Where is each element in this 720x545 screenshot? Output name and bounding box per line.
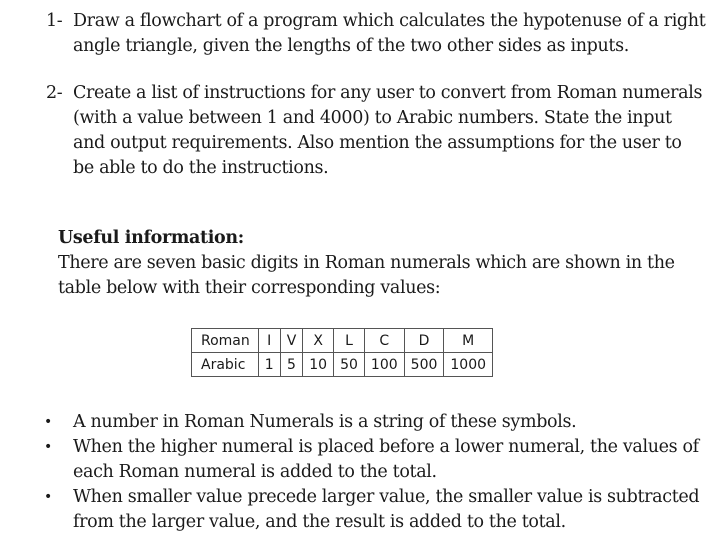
rules-bullet-list [44,410,704,535]
arabic-cell: 1000 [444,353,493,377]
arabic-cell: 100 [364,353,404,377]
question-1-number: 1- [46,11,63,31]
arabic-row-label: Arabic [192,353,259,377]
roman-cell: V [280,329,303,353]
roman-cell: D [404,329,444,353]
useful-information-text: There are seven basic digits in Roman numerals which are shown in the table below with their corresponding values: [58,253,675,298]
arabic-row [192,353,493,377]
bullet-text: When smaller value precede larger value, the smaller value is subtracted from the larger value, and the result is added to the total. [73,487,700,532]
bullet-item [44,485,704,535]
roman-cell: X [303,329,334,353]
bullet-icon: • [44,414,52,430]
useful-information-heading: Useful information: [58,228,244,248]
question-2-number: 2- [46,83,63,103]
roman-cell: I [258,329,280,353]
question-1 [46,9,706,59]
arabic-cell: 500 [404,353,444,377]
bullet-icon: • [44,489,52,505]
arabic-cell: 50 [334,353,365,377]
bullet-text: A number in Roman Numerals is a string of these symbols. [73,412,577,432]
arabic-cell: 1 [258,353,280,377]
arabic-cell: 10 [303,353,334,377]
roman-cell: M [444,329,493,353]
bullet-icon: • [44,439,52,455]
roman-row [192,329,493,353]
roman-cell: C [364,329,404,353]
roman-numeral-table [191,328,493,377]
question-2-text: Create a list of instructions for any user to convert from Roman numerals (with a value between 1 and 4000) to Arabic numbers. State the input and output requirements. Also mention the assumptions for the user to be able to do the instructions. [73,83,703,178]
arabic-cell: 5 [280,353,303,377]
question-2 [46,81,706,181]
useful-information-section [58,226,698,301]
question-1-text: Draw a flowchart of a program which calculates the hypotenuse of a right angle triangle, given the lengths of the two other sides as inputs. [73,11,706,56]
bullet-text: When the higher numeral is placed before a lower numeral, the values of each Roman numeral is added to the total. [73,437,699,482]
roman-cell: L [334,329,365,353]
bullet-item [44,435,704,485]
bullet-item [44,410,704,435]
roman-row-label: Roman [192,329,259,353]
